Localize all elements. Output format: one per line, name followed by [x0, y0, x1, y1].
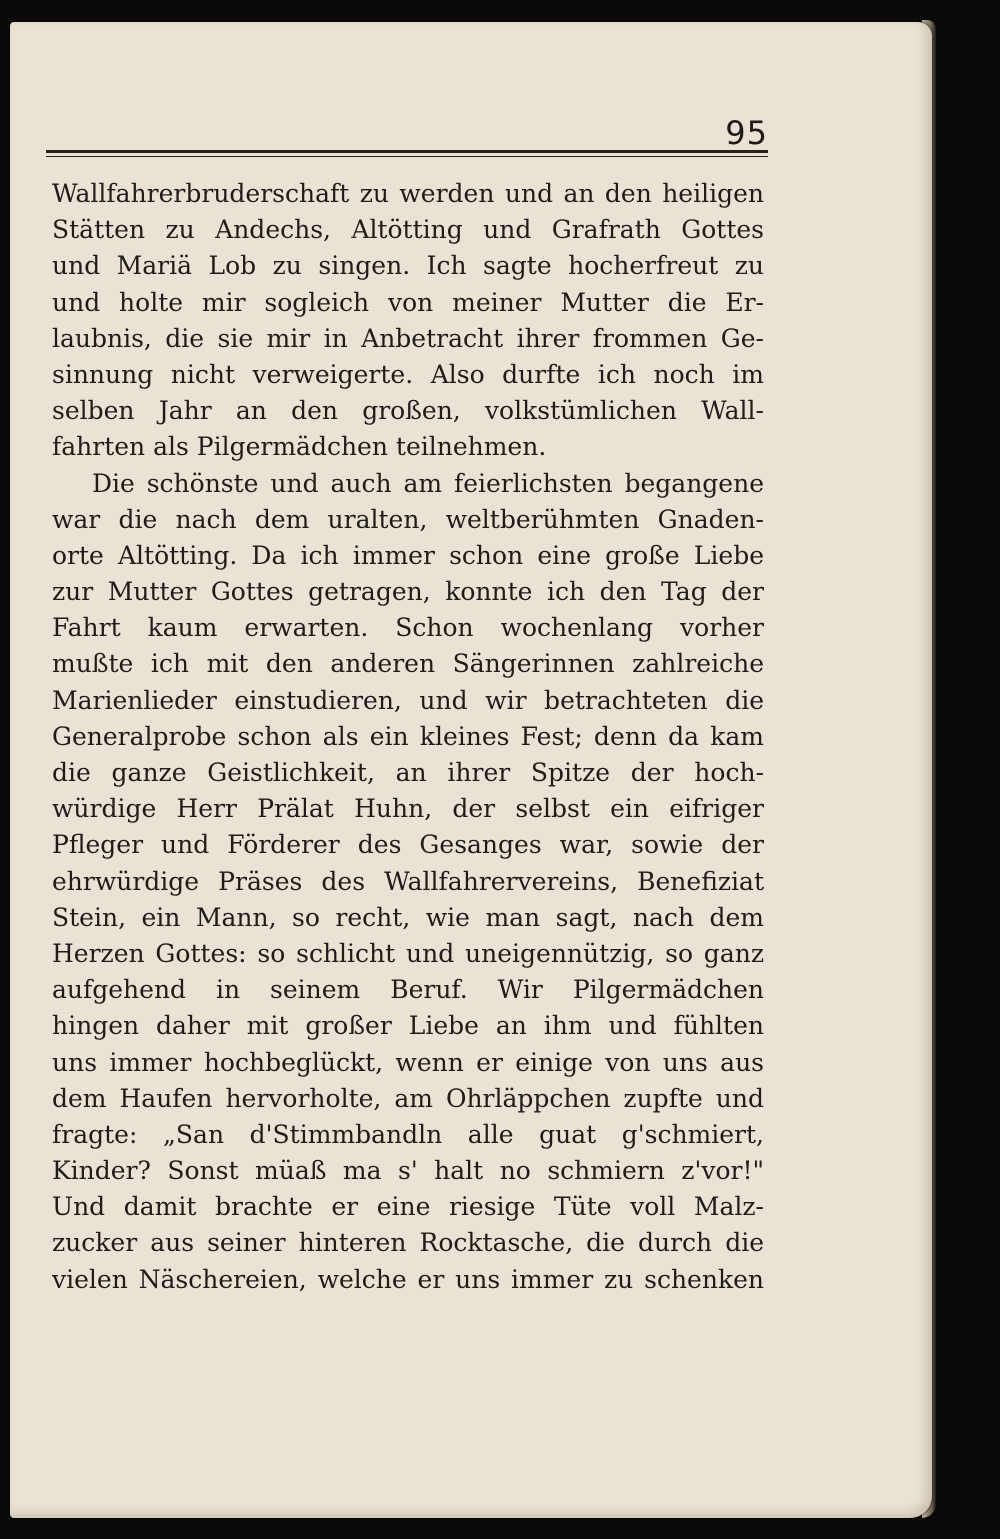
text-line: aufgehend in seinem Beruf. Wir Pilgermädchen [52, 975, 764, 1005]
text-line: zur Mutter Gottes getragen, konnte ich den Tag der [52, 577, 764, 607]
text-line: Herzen Gottes: so schlicht und uneigennützig, so ganz [52, 938, 764, 968]
text-line: Stätten zu Andechs, Altötting und Grafrath Gottes [52, 215, 764, 245]
text-line: Stein, ein Mann, so recht, wie man sagt, nach dem [52, 902, 764, 932]
text-line: fragte: „San d'Stimmbandln alle guat g'schmiert, [52, 1119, 764, 1149]
body-text [52, 176, 764, 1298]
text-line: orte Altötting. Da ich immer schon eine große Liebe [52, 540, 764, 570]
text-line: Marienlieder einstudieren, und wir betrachteten die [52, 685, 764, 715]
text-line: Generalprobe schon als ein kleines Fest; denn da kam [52, 721, 764, 751]
text-line: und holte mir sogleich von meiner Mutter die Er- [52, 287, 764, 317]
text-line: und Mariä Lob zu singen. Ich sagte hocherfreut zu [52, 251, 764, 281]
text-line: sinnung nicht verweigerte. Also durfte ich noch im [52, 359, 764, 389]
page-header [46, 108, 768, 156]
text-line: fahrten als Pilgermädchen teilnehmen. [52, 432, 547, 462]
header-rule-thick [46, 150, 768, 153]
text-line: hingen daher mit großer Liebe an ihm und fühlten [52, 1011, 764, 1041]
text-line: die ganze Geistlichkeit, an ihrer Spitze der hoch- [52, 758, 764, 787]
text-line: selben Jahr an den großen, volkstümlichen Wall- [52, 396, 764, 426]
text-line: Die schönste und auch am feierlichsten begangene [92, 468, 764, 498]
text-line: würdige Herr Prälat Huhn, der selbst ein eifriger [52, 794, 764, 824]
header-rule-thin [46, 156, 768, 157]
text-line: Fahrt kaum erwarten. Schon wochenlang vorher [52, 613, 764, 643]
text-line: war die nach dem uralten, weltberühmten Gnaden- [52, 504, 764, 534]
text-line: laubnis, die sie mir in Anbetracht ihrer frommen Ge- [52, 323, 764, 353]
page-number: 95 [725, 114, 768, 152]
text-line: ehrwürdige Präses des Wallfahrervereins, Benefiziat [52, 866, 764, 896]
text-line: Wallfahrerbruderschaft zu werden und an den heiligen [52, 179, 764, 208]
text-line: zucker aus seiner hinteren Rocktasche, die durch die [52, 1228, 764, 1258]
text-line: vielen Näschereien, welche er uns immer zu schenken [52, 1264, 764, 1294]
text-line: Und damit brachte er eine riesige Tüte voll Malz- [52, 1192, 764, 1222]
text-line: uns immer hochbeglückt, wenn er einige von uns aus [52, 1047, 764, 1077]
text-line: mußte ich mit den anderen Sängerinnen zahlreiche [52, 649, 764, 679]
text-line: dem Haufen hervorholte, am Ohrläppchen zupfte und [52, 1083, 764, 1113]
text-line: Kinder? Sonst müaß ma s' halt no schmiern z'vor!" [52, 1156, 764, 1186]
text-line: Pfleger und Förderer des Gesanges war, sowie der [52, 830, 764, 860]
